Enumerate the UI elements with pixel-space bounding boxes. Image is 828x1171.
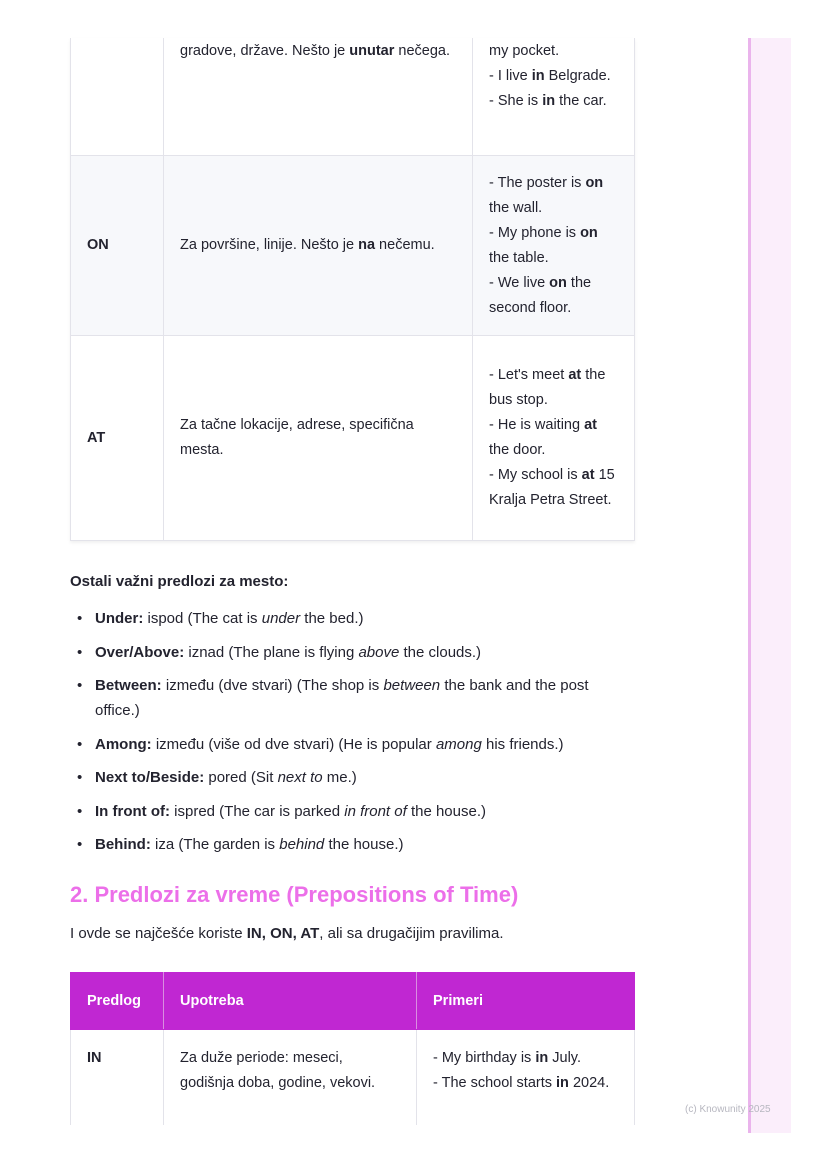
bullet-icon: • (77, 802, 83, 820)
document-content (70, 38, 634, 1125)
example-line: - Let's meet at the bus stop. (489, 367, 606, 408)
list-item: • Over/Above: iznad (The plane is flying above the clouds.) (70, 640, 634, 665)
usage-cell: Za duže periode: meseci, godišnja doba, godine, vekovi. (164, 1030, 417, 1126)
examples-cell (473, 156, 635, 336)
list-item: • Behind: iza (The garden is behind the house.) (70, 832, 634, 857)
example-line: - My birthday is in July. (433, 1050, 582, 1066)
table-row (71, 38, 635, 156)
example-line: - She is in the car. (489, 93, 607, 109)
list-item: • Under: ispod (The cat is under the bed.) (70, 606, 634, 631)
usage-cell (164, 156, 473, 336)
list-item: • Among: između (više od dve stvari) (He is popular among his friends.) (70, 732, 634, 757)
column-header: Primeri (417, 973, 635, 1030)
bullet-icon: • (77, 769, 83, 786)
page-side-margin (748, 38, 791, 1133)
other-prepositions-heading: Ostali važni predlozi za mesto: (70, 573, 289, 590)
bullet-icon: • (77, 677, 83, 694)
list-item: • Next to/Beside: pored (Sit next to me.) (70, 765, 634, 790)
example-line: - My phone is on the table. (489, 224, 598, 266)
preposition-cell: ON (71, 156, 164, 336)
examples-cell (473, 38, 635, 156)
place-prepositions-table (70, 38, 635, 541)
preposition-cell (71, 38, 164, 156)
usage-text: gradove, države. Nešto je (180, 43, 350, 59)
section-heading: 2. Predlozi za vreme (Prepositions of Time) (70, 882, 519, 907)
usage-text: Za površine, linije. Nešto je (180, 237, 359, 253)
example-line: - We live on the second floor. (489, 274, 592, 316)
table-row (71, 1030, 635, 1126)
column-header: Predlog (71, 973, 164, 1030)
usage-text: nečemu. (375, 237, 435, 253)
example-line: my pocket. (489, 43, 560, 59)
usage-bold: na (358, 237, 376, 253)
table-row (71, 156, 635, 336)
bullet-icon: • (77, 610, 83, 627)
usage-text: Za tačne lokacije, adrese, specifična mesta. (180, 417, 414, 458)
usage-cell (164, 336, 473, 541)
other-prepositions-list (70, 606, 634, 857)
watermark: (c) Knowunity 2025 (685, 1104, 771, 1115)
list-item: • Between: između (dve stvari) (The shop is between the bank and the post office.) (70, 673, 634, 723)
example-line: - I live in Belgrade. (489, 68, 611, 84)
table-row (71, 336, 635, 541)
example-line: - He is waiting at the door. (489, 417, 597, 458)
section-intro: I ovde se najčešće koriste IN, ON, AT, ali sa drugačijim pravilima. (70, 925, 504, 942)
preposition-cell: AT (71, 336, 164, 541)
usage-cell (164, 38, 473, 156)
bullet-icon: • (77, 735, 83, 753)
examples-cell (473, 336, 635, 541)
examples-cell (417, 1030, 635, 1126)
column-header: Upotreba (164, 973, 417, 1030)
time-prepositions-table (70, 972, 635, 1125)
preposition-cell: IN (71, 1030, 164, 1126)
list-item: • In front of: ispred (The car is parked in front of the house.) (70, 799, 634, 824)
bullet-icon: • (77, 836, 83, 853)
usage-bold: unutar (349, 43, 395, 59)
example-line: - My school is at 15 Kralja Petra Street. (489, 467, 615, 508)
example-line: - The poster is on the wall. (489, 174, 604, 216)
example-line: - The school starts in 2024. (433, 1075, 610, 1091)
table-header-row (71, 973, 635, 1030)
usage-text: nečega. (394, 43, 451, 59)
bullet-icon: • (77, 643, 83, 661)
